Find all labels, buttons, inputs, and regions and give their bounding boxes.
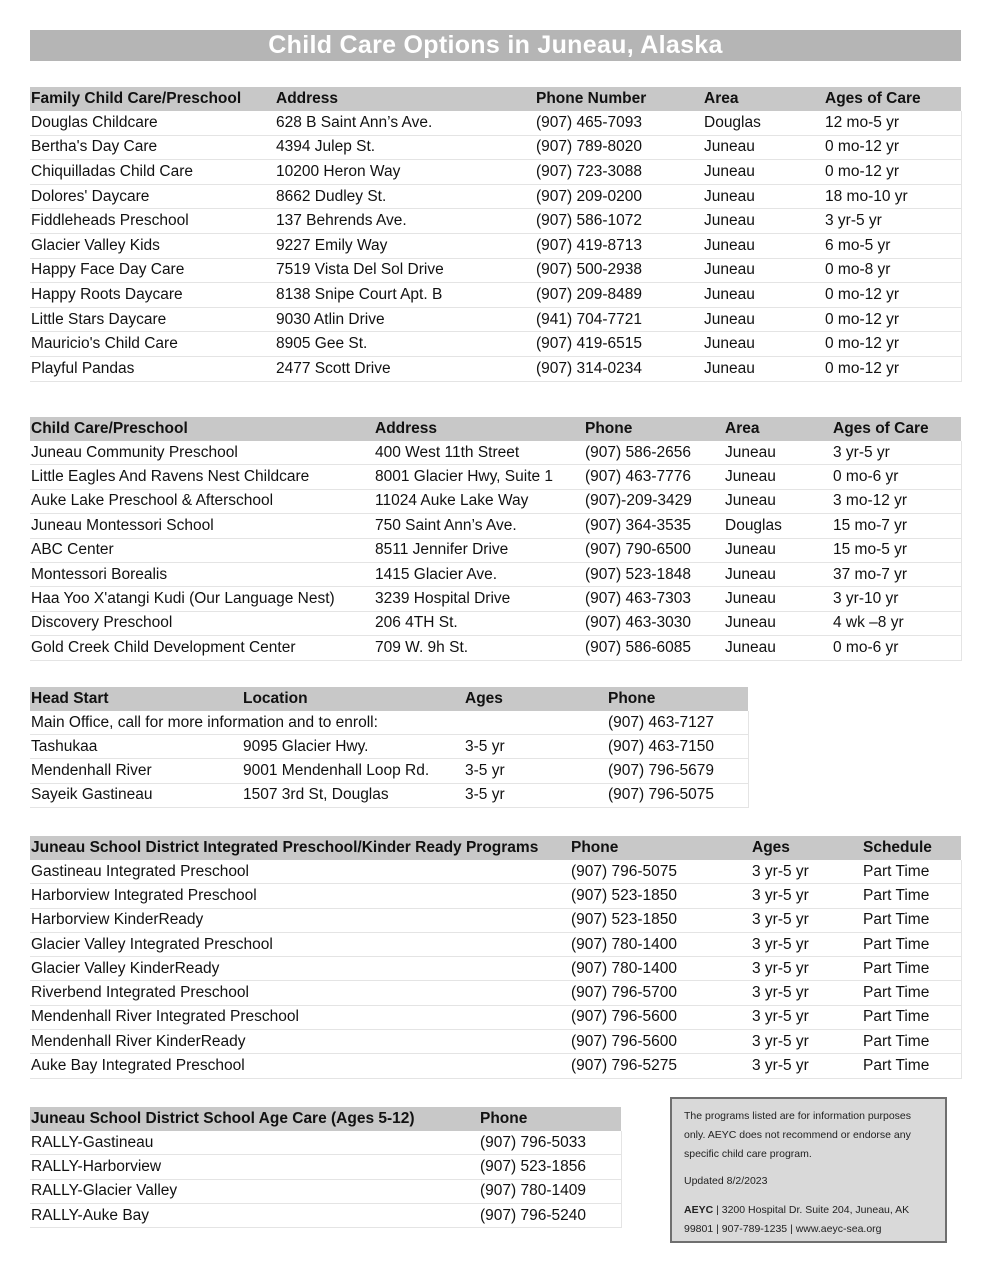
schedule: Part Time xyxy=(862,884,961,908)
table-row xyxy=(30,562,961,586)
column-header: Phone xyxy=(479,1107,621,1131)
provider-name: Discovery Preschool xyxy=(30,611,374,635)
phone: (907) 463-3030 xyxy=(584,611,724,635)
column-header: Area xyxy=(703,87,824,111)
phone: (907) 209-8489 xyxy=(535,283,703,308)
column-header: Juneau School District Integrated Preschool/Kinder Ready Programs xyxy=(30,836,570,860)
column-header: Child Care/Preschool xyxy=(30,417,374,441)
family-table-header xyxy=(30,87,961,111)
table-row xyxy=(30,356,961,381)
phone: (907) 796-5679 xyxy=(607,759,748,783)
provider-name: Happy Face Day Care xyxy=(30,258,275,283)
provider-name: Little Eagles And Ravens Nest Childcare xyxy=(30,465,374,489)
school-age-table-header xyxy=(30,1107,621,1131)
table-row xyxy=(30,538,961,562)
ages: 37 mo-7 yr xyxy=(832,562,961,586)
phone: (907) 790-6500 xyxy=(584,538,724,562)
table-row xyxy=(30,957,961,981)
program-name: Mendenhall River Integrated Preschool xyxy=(30,1005,570,1029)
ages: 12 mo-5 yr xyxy=(824,111,961,135)
phone: (907) 523-1850 xyxy=(570,908,751,932)
column-header: Address xyxy=(374,417,584,441)
area: Douglas xyxy=(703,111,824,135)
area: Juneau xyxy=(724,465,832,489)
program-name: RALLY-Glacier Valley xyxy=(30,1179,479,1203)
phone: (907) 523-1850 xyxy=(570,884,751,908)
table-row xyxy=(30,611,961,635)
table-row xyxy=(30,184,961,209)
column-header: Location xyxy=(242,687,464,711)
ages: 0 mo-12 yr xyxy=(824,160,961,185)
table-row xyxy=(30,233,961,258)
program-name: Riverbend Integrated Preschool xyxy=(30,981,570,1005)
area: Juneau xyxy=(724,636,832,660)
schedule: Part Time xyxy=(862,1005,961,1029)
address: 10200 Heron Way xyxy=(275,160,535,185)
program-name: RALLY-Auke Bay xyxy=(30,1203,479,1227)
schedule: Part Time xyxy=(862,908,961,932)
program-name: Glacier Valley KinderReady xyxy=(30,957,570,981)
phone: (907) 796-5240 xyxy=(479,1203,621,1227)
ages: 0 mo-12 yr xyxy=(824,332,961,357)
column-header: Phone xyxy=(584,417,724,441)
ages: 18 mo-10 yr xyxy=(824,184,961,209)
phone: (907)-209-3429 xyxy=(584,489,724,513)
phone: (907) 523-1848 xyxy=(584,562,724,586)
address: 8511 Jennifer Drive xyxy=(374,538,584,562)
table-row xyxy=(30,735,748,759)
address: 9227 Emily Way xyxy=(275,233,535,258)
address: 9030 Atlin Drive xyxy=(275,307,535,332)
phone: (907) 796-5033 xyxy=(479,1131,621,1155)
address: 3239 Hospital Drive xyxy=(374,587,584,611)
phone: (907) 796-5700 xyxy=(570,981,751,1005)
ages: 3 mo-12 yr xyxy=(832,489,961,513)
program-name: RALLY-Gastineau xyxy=(30,1131,479,1155)
column-header: Schedule xyxy=(862,836,961,860)
phone: (907) 789-8020 xyxy=(535,135,703,160)
column-header: Juneau School District School Age Care (Ages 5-12) xyxy=(30,1107,479,1131)
table-row xyxy=(30,135,961,160)
head-start-table-header xyxy=(30,687,748,711)
family-child-care-table xyxy=(30,87,962,382)
school-age-care-table xyxy=(30,1107,622,1228)
provider-name: Mauricio's Child Care xyxy=(30,332,275,357)
address: 11024 Auke Lake Way xyxy=(374,489,584,513)
program-name: RALLY-Harborview xyxy=(30,1155,479,1179)
column-header: Ages xyxy=(464,687,607,711)
page-title: Child Care Options in Juneau, Alaska xyxy=(30,30,961,61)
disclaimer-box xyxy=(670,1097,947,1243)
phone: (907) 523-1856 xyxy=(479,1155,621,1179)
table-row xyxy=(30,636,961,660)
ages: 3 yr-5 yr xyxy=(751,860,862,884)
phone: (907) 796-5275 xyxy=(570,1054,751,1078)
area: Juneau xyxy=(703,332,824,357)
schedule: Part Time xyxy=(862,860,961,884)
area: Juneau xyxy=(703,258,824,283)
site-name: Tashukaa xyxy=(30,735,242,759)
ages: 3 yr-5 yr xyxy=(751,908,862,932)
phone: (907) 780-1400 xyxy=(570,957,751,981)
area: Juneau xyxy=(703,307,824,332)
provider-name: Glacier Valley Kids xyxy=(30,233,275,258)
column-header: Family Child Care/Preschool xyxy=(30,87,275,111)
address: 137 Behrends Ave. xyxy=(275,209,535,234)
provider-name: Juneau Montessori School xyxy=(30,514,374,538)
column-header: Head Start xyxy=(30,687,242,711)
ages: 0 mo-6 yr xyxy=(832,465,961,489)
ages: 3 yr-5 yr xyxy=(751,1030,862,1054)
provider-name: Montessori Borealis xyxy=(30,562,374,586)
phone: (907) 796-5075 xyxy=(607,783,748,807)
table-row xyxy=(30,1131,621,1155)
table-row xyxy=(30,160,961,185)
schedule: Part Time xyxy=(862,1030,961,1054)
ages: 3-5 yr xyxy=(464,735,607,759)
address: 4394 Julep St. xyxy=(275,135,535,160)
phone: (907) 419-6515 xyxy=(535,332,703,357)
site-name: Mendenhall River xyxy=(30,759,242,783)
address: 8001 Glacier Hwy, Suite 1 xyxy=(374,465,584,489)
phone: (907) 314-0234 xyxy=(535,356,703,381)
location: 1507 3rd St, Douglas xyxy=(242,783,464,807)
address: 8662 Dudley St. xyxy=(275,184,535,209)
table-row xyxy=(30,283,961,308)
ages: 3-5 yr xyxy=(464,759,607,783)
district-table-header xyxy=(30,836,961,860)
table-row xyxy=(30,1054,961,1078)
contact-info xyxy=(684,1201,933,1239)
phone: (907) 465-7093 xyxy=(535,111,703,135)
schedule: Part Time xyxy=(862,932,961,956)
area: Juneau xyxy=(703,160,824,185)
provider-name: Douglas Childcare xyxy=(30,111,275,135)
provider-name: ABC Center xyxy=(30,538,374,562)
provider-name: Happy Roots Daycare xyxy=(30,283,275,308)
table-row xyxy=(30,307,961,332)
table-row xyxy=(30,209,961,234)
phone: (907) 463-7127 xyxy=(607,711,748,735)
provider-name: Playful Pandas xyxy=(30,356,275,381)
table-row xyxy=(30,783,748,807)
table-row xyxy=(30,884,961,908)
area: Juneau xyxy=(703,233,824,258)
column-header: Area xyxy=(724,417,832,441)
table-row xyxy=(30,514,961,538)
location: 9095 Glacier Hwy. xyxy=(242,735,464,759)
area: Juneau xyxy=(703,209,824,234)
phone: (907) 586-6085 xyxy=(584,636,724,660)
column-header: Ages xyxy=(751,836,862,860)
disclaimer-text: The programs listed are for information purposes only. AEYC does not recommend or endorse any specific child care program. xyxy=(684,1110,912,1160)
phone: (907) 500-2938 xyxy=(535,258,703,283)
table-row xyxy=(30,908,961,932)
ages: 0 mo-12 yr xyxy=(824,356,961,381)
ages: 0 mo-12 yr xyxy=(824,135,961,160)
program-name: Harborview Integrated Preschool xyxy=(30,884,570,908)
provider-name: Bertha's Day Care xyxy=(30,135,275,160)
address: 7519 Vista Del Sol Drive xyxy=(275,258,535,283)
ages: 3 yr-5 yr xyxy=(751,981,862,1005)
address: 206 4TH St. xyxy=(374,611,584,635)
program-name: Glacier Valley Integrated Preschool xyxy=(30,932,570,956)
address: 709 W. 9h St. xyxy=(374,636,584,660)
provider-name: Juneau Community Preschool xyxy=(30,441,374,465)
area: Juneau xyxy=(703,135,824,160)
table-row xyxy=(30,1179,621,1203)
table-row xyxy=(30,932,961,956)
table-row xyxy=(30,441,961,465)
ages: 15 mo-7 yr xyxy=(832,514,961,538)
address: 628 B Saint Ann’s Ave. xyxy=(275,111,535,135)
ages: 3 yr-5 yr xyxy=(824,209,961,234)
ages: 3 yr-5 yr xyxy=(751,884,862,908)
table-row xyxy=(30,860,961,884)
table-row xyxy=(30,332,961,357)
site-name: Sayeik Gastineau xyxy=(30,783,242,807)
phone: (907) 209-0200 xyxy=(535,184,703,209)
area: Juneau xyxy=(724,611,832,635)
phone: (907) 780-1409 xyxy=(479,1179,621,1203)
column-header: Phone xyxy=(570,836,751,860)
area: Juneau xyxy=(724,538,832,562)
updated-date: Updated 8/2/2023 xyxy=(684,1175,768,1187)
ages: 3 yr-5 yr xyxy=(751,932,862,956)
column-header: Phone xyxy=(607,687,748,711)
table-row xyxy=(30,1005,961,1029)
table-row xyxy=(30,587,961,611)
ages: 3 yr-5 yr xyxy=(832,441,961,465)
phone: (907) 419-8713 xyxy=(535,233,703,258)
provider-name: Chiquilladas Child Care xyxy=(30,160,275,185)
area: Juneau xyxy=(703,184,824,209)
provider-name: Auke Lake Preschool & Afterschool xyxy=(30,489,374,513)
phone: (941) 704-7721 xyxy=(535,307,703,332)
ages: 3-5 yr xyxy=(464,783,607,807)
table-row xyxy=(30,981,961,1005)
location: 9001 Mendenhall Loop Rd. xyxy=(242,759,464,783)
column-header: Phone Number xyxy=(535,87,703,111)
phone: (907) 796-5075 xyxy=(570,860,751,884)
schedule: Part Time xyxy=(862,957,961,981)
phone: (907) 586-2656 xyxy=(584,441,724,465)
provider-name: Gold Creek Child Development Center xyxy=(30,636,374,660)
ages: 0 mo-12 yr xyxy=(824,283,961,308)
schedule: Part Time xyxy=(862,981,961,1005)
ages: 0 mo-12 yr xyxy=(824,307,961,332)
table-row xyxy=(30,1203,621,1227)
provider-name: Little Stars Daycare xyxy=(30,307,275,332)
table-row xyxy=(30,1155,621,1179)
ages: 3 yr-5 yr xyxy=(751,957,862,981)
column-header: Ages of Care xyxy=(832,417,961,441)
address: 1415 Glacier Ave. xyxy=(374,562,584,586)
ages: 15 mo-5 yr xyxy=(832,538,961,562)
phone: (907) 463-7150 xyxy=(607,735,748,759)
ages: 6 mo-5 yr xyxy=(824,233,961,258)
provider-name: Haa Yoo X'atangi Kudi (Our Language Nest) xyxy=(30,587,374,611)
phone: (907) 796-5600 xyxy=(570,1005,751,1029)
address: 8905 Gee St. xyxy=(275,332,535,357)
table-row xyxy=(30,465,961,489)
area: Juneau xyxy=(724,587,832,611)
org-address: | 3200 Hospital Dr. Suite 204, Juneau, AK 99801 | 907-789-1235 | www.aeyc-sea.org xyxy=(684,1204,910,1235)
table-row xyxy=(30,711,748,735)
ages: 3 yr-5 yr xyxy=(751,1005,862,1029)
address: 8138 Snipe Court Apt. B xyxy=(275,283,535,308)
ages: 3 yr-5 yr xyxy=(751,1054,862,1078)
area: Juneau xyxy=(724,562,832,586)
ages: 4 wk –8 yr xyxy=(832,611,961,635)
table-row xyxy=(30,489,961,513)
phone: (907) 780-1400 xyxy=(570,932,751,956)
main-office-note: Main Office, call for more information and to enroll: xyxy=(30,711,607,735)
address: 750 Saint Ann’s Ave. xyxy=(374,514,584,538)
district-preschool-table xyxy=(30,836,962,1079)
schedule: Part Time xyxy=(862,1054,961,1078)
center-table-header xyxy=(30,417,961,441)
column-header: Ages of Care xyxy=(824,87,961,111)
area: Juneau xyxy=(703,356,824,381)
table-row xyxy=(30,1030,961,1054)
ages: 3 yr-10 yr xyxy=(832,587,961,611)
program-name: Gastineau Integrated Preschool xyxy=(30,860,570,884)
provider-name: Dolores' Daycare xyxy=(30,184,275,209)
ages: 0 mo-6 yr xyxy=(832,636,961,660)
area: Juneau xyxy=(724,489,832,513)
program-name: Mendenhall River KinderReady xyxy=(30,1030,570,1054)
ages: 0 mo-8 yr xyxy=(824,258,961,283)
head-start-table xyxy=(30,687,749,808)
phone: (907) 463-7303 xyxy=(584,587,724,611)
area: Douglas xyxy=(724,514,832,538)
address: 400 West 11th Street xyxy=(374,441,584,465)
phone: (907) 796-5600 xyxy=(570,1030,751,1054)
column-header: Address xyxy=(275,87,535,111)
phone: (907) 586-1072 xyxy=(535,209,703,234)
phone: (907) 364-3535 xyxy=(584,514,724,538)
phone: (907) 463-7776 xyxy=(584,465,724,489)
area: Juneau xyxy=(703,283,824,308)
address: 2477 Scott Drive xyxy=(275,356,535,381)
org-name: AEYC xyxy=(684,1204,714,1216)
table-row xyxy=(30,258,961,283)
phone: (907) 723-3088 xyxy=(535,160,703,185)
program-name: Auke Bay Integrated Preschool xyxy=(30,1054,570,1078)
program-name: Harborview KinderReady xyxy=(30,908,570,932)
area: Juneau xyxy=(724,441,832,465)
provider-name: Fiddleheads Preschool xyxy=(30,209,275,234)
table-row xyxy=(30,759,748,783)
child-care-center-table xyxy=(30,417,962,661)
table-row xyxy=(30,111,961,135)
